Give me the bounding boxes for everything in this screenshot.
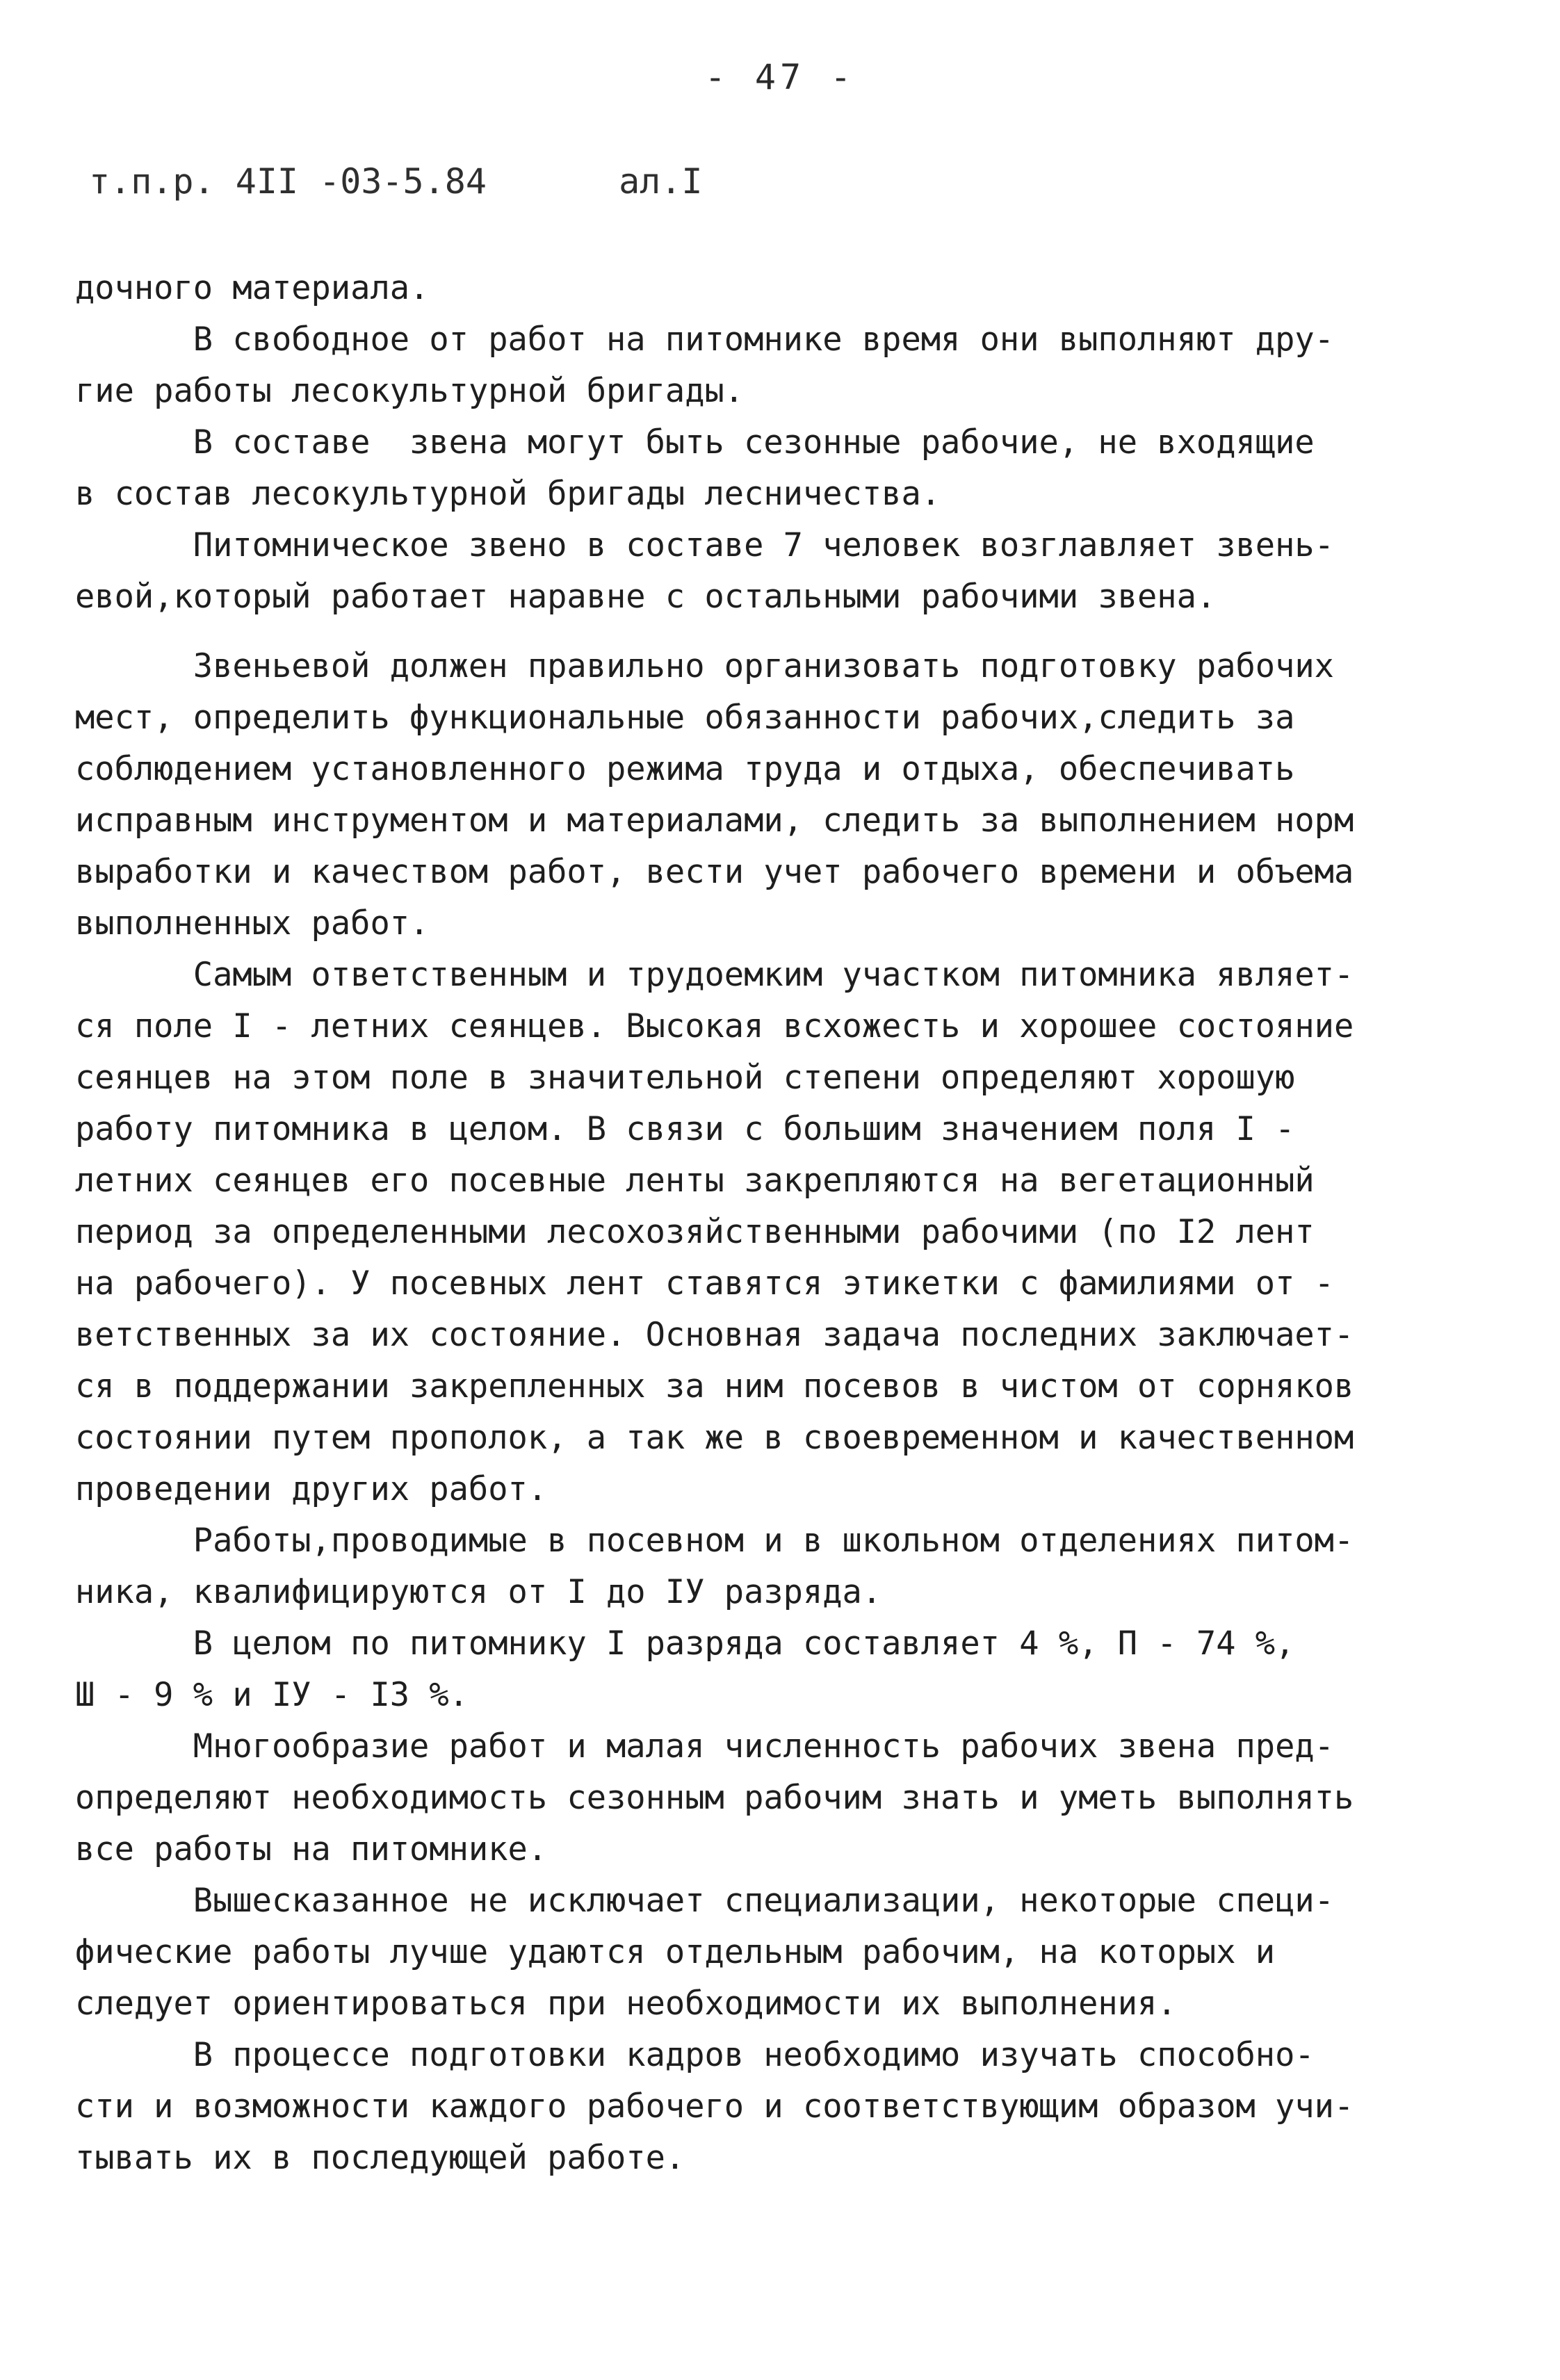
paragraph [75,263,1493,314]
text-line: соблюдением установленного режима труда и отдыха, обеспечивать [75,750,1295,788]
paragraph [75,520,1493,623]
document-body [75,263,1493,2184]
text-line: состоянии путем прополок, а так же в своевременном и качественном [75,1419,1354,1457]
text-line: Самым ответственным и трудоемким участком питомника являет- [75,956,1354,994]
paragraph [75,314,1493,417]
text-line: фические работы лучше удаются отдельным рабочим, на которых и [75,1933,1276,1971]
text-line: евой,который работает наравне с остальными рабочими звена. [75,578,1217,616]
text-line: исправным инструментом и материалами, следить за выполнением норм [75,801,1354,840]
text-line: работу питомника в целом. В связи с большим значением поля I - [75,1110,1295,1148]
text-line: следует ориентироваться при необходимости их выполнения. [75,1984,1177,2023]
text-line: выработки и качеством работ, вести учет рабочего времени и объема [75,853,1354,891]
text-line: Питомническое звено в составе 7 человек возглавляет звень- [75,526,1334,564]
text-line: дочного материала. [75,269,430,307]
text-line: Вышесказанное не исключает специализации, некоторые специ- [75,1882,1334,1920]
text-line: Ш - 9 % и IУ - I3 %. [75,1676,469,1714]
text-line: сти и возможности каждого рабочего и соответствующим образом учи- [75,2087,1354,2126]
text-line: мест, определить функциональные обязанности рабочих,следить за [75,699,1295,737]
text-line: Работы,проводимые в посевном и в школьном отделениях питом- [75,1522,1354,1560]
text-line: на рабочего). У посевных лент ставятся этикетки с фамилиями от - [75,1264,1334,1303]
text-line: летних сеянцев его посевные ленты закрепляются на вегетационный [75,1162,1315,1200]
text-line: в состав лесокультурной бригады лесничества. [75,475,941,513]
text-line: В составе звена могут быть сезонные рабочие, не входящие [75,423,1315,462]
text-line: Звеньевой должен правильно организовать подготовку рабочих [75,647,1334,685]
text-line: ника, квалифицируются от I до IУ разряда. [75,1573,882,1611]
text-line: определяют необходимость сезонным рабочим знать и уметь выполнять [75,1779,1354,1817]
text-line: тывать их в последующей работе. [75,2139,685,2177]
paragraph [75,641,1493,2184]
text-line: Многообразие работ и малая численность рабочих звена пред- [75,1727,1334,1766]
text-line: В свободное от работ на питомнике время они выполняют дру- [75,320,1334,359]
text-line: все работы на питомнике. [75,1830,548,1868]
text-line: ветственных за их состояние. Основная задача последних заключает- [75,1316,1354,1354]
text-line: проведении других работ. [75,1470,548,1508]
text-line: В целом по питомнику I разряда составляет 4 %, П - 74 %, [75,1624,1295,1663]
text-line: выполненных работ. [75,904,430,943]
text-line: ся в поддержании закрепленных за ним посевов в чистом от сорняков [75,1367,1354,1405]
text-line: В процессе подготовки кадров необходимо изучать способно- [75,2036,1315,2074]
text-line: сеянцев на этом поле в значительной степени определяют хорошую [75,1059,1295,1097]
paragraph [75,417,1493,520]
document-code: т.п.р. 4II -03-5.84 [89,161,487,202]
text-line: ся поле I - летних сеянцев. Высокая всхожесть и хорошее состояние [75,1007,1354,1045]
page-number: - 47 - [704,57,856,97]
text-line: гие работы лесокультурной бригады. [75,372,745,410]
document-header [89,161,702,202]
text-line: период за определенными лесохозяйственными рабочими (по I2 лент [75,1213,1315,1251]
sheet-label: ал.I [619,161,703,202]
